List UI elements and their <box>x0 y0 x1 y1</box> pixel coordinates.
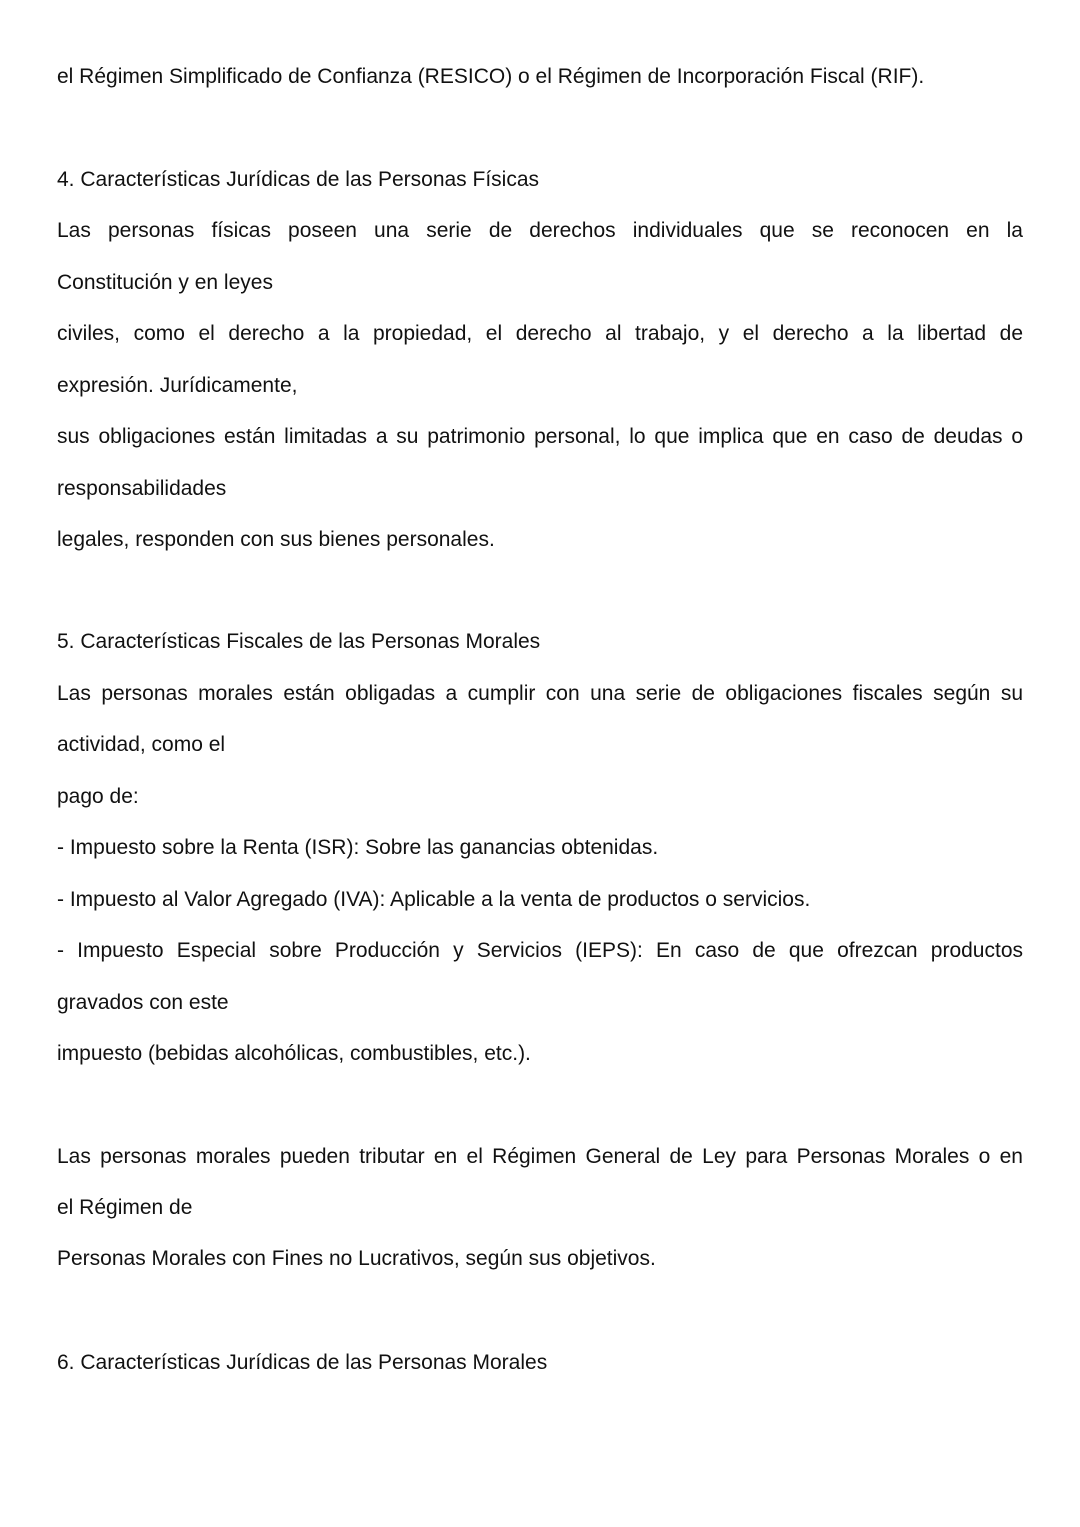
paragraph-line: actividad, como el <box>57 733 226 756</box>
section-heading-5: 5. Características Fiscales de las Personas Morales <box>57 630 541 653</box>
paragraph-line: sus obligaciones están limitadas a su patrimonio personal, lo que implica que en caso de deudas o <box>57 425 1023 448</box>
list-item: - Impuesto al Valor Agregado (IVA): Aplicable a la venta de productos o servicios. <box>57 888 811 911</box>
paragraph-line: civiles, como el derecho a la propiedad, el derecho al trabajo, y el derecho a la libertad de <box>57 322 1023 345</box>
list-item-continuation: impuesto (bebidas alcohólicas, combustibles, etc.). <box>57 1042 531 1065</box>
paragraph-line: expresión. Jurídicamente, <box>57 374 298 397</box>
paragraph-line: responsabilidades <box>57 477 227 500</box>
list-item: - Impuesto Especial sobre Producción y Servicios (IEPS): En caso de que ofrezcan productos <box>57 939 1023 962</box>
paragraph-line: pago de: <box>57 785 139 808</box>
section-heading-6: 6. Características Jurídicas de las Personas Morales <box>57 1351 548 1374</box>
paragraph-line: el Régimen Simplificado de Confianza (RESICO) o el Régimen de Incorporación Fiscal (RIF). <box>57 65 925 88</box>
paragraph-line: Las personas morales están obligadas a cumplir con una serie de obligaciones fiscales según su <box>57 682 1023 705</box>
list-item-continuation: gravados con este <box>57 991 229 1014</box>
paragraph-line: Las personas morales pueden tributar en el Régimen General de Ley para Personas Morales o en <box>57 1145 1023 1168</box>
paragraph-line: Personas Morales con Fines no Lucrativos, según sus objetivos. <box>57 1247 656 1270</box>
paragraph-line: Las personas físicas poseen una serie de derechos individuales que se reconocen en la <box>57 219 1023 242</box>
section-heading-4: 4. Características Jurídicas de las Personas Físicas <box>57 168 540 191</box>
paragraph-line: el Régimen de <box>57 1196 193 1219</box>
paragraph-line: Constitución y en leyes <box>57 271 273 294</box>
paragraph-line: legales, responden con sus bienes personales. <box>57 528 495 551</box>
list-item: - Impuesto sobre la Renta (ISR): Sobre las ganancias obtenidas. <box>57 836 659 859</box>
